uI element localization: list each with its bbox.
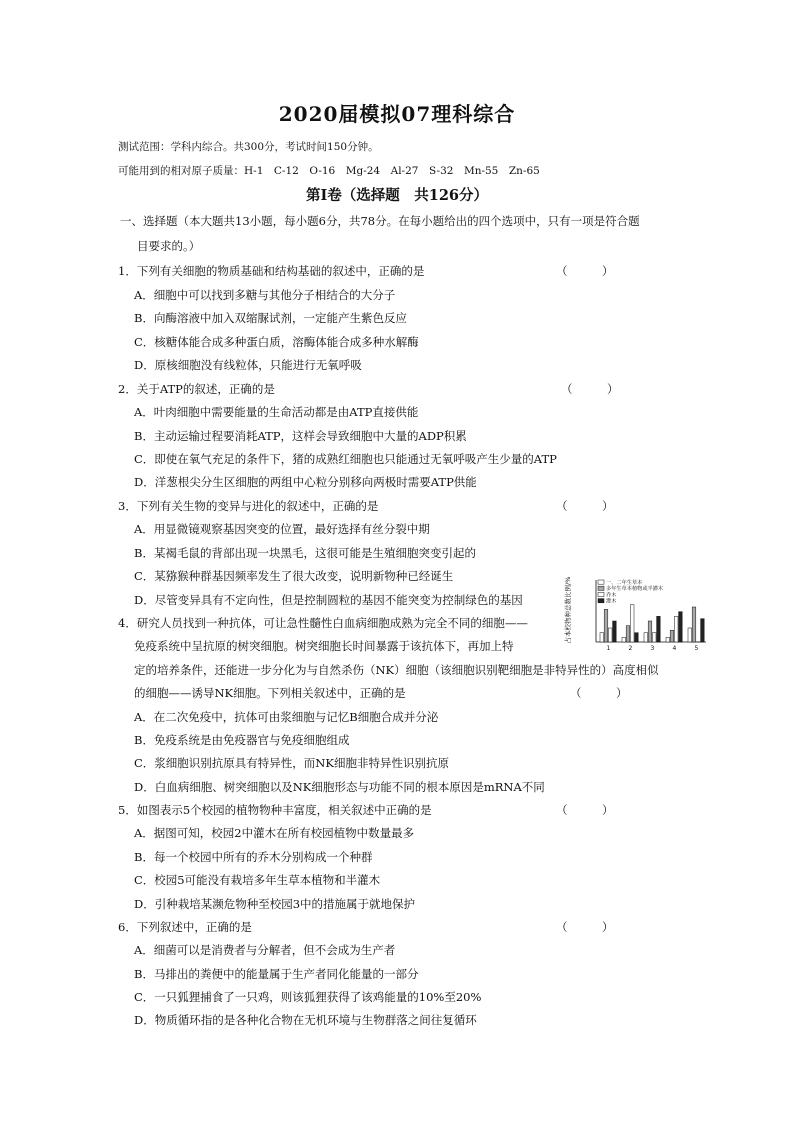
q2-option-b: B．主动运输过程要消耗ATP，这样会导致细胞中大量的ADP积累 xyxy=(134,429,467,443)
bar-2-1 xyxy=(604,609,608,642)
q6-option-a: A．细菌可以是消费者与分解者，但不会成为生产者 xyxy=(134,943,396,957)
x-tick-2: 2 xyxy=(628,645,633,652)
x-tick-4: 4 xyxy=(672,645,677,652)
answer-blank-5[interactable]: （ ） xyxy=(556,803,614,817)
bar-1-1 xyxy=(600,633,604,642)
question-6-stem: 6．下列叙述中，正确的是 xyxy=(118,920,252,934)
q3-option-b: B．某褐毛鼠的背部出现一块黑毛，这很可能是生殖细胞突变引起的 xyxy=(134,546,476,560)
x-tick-5: 5 xyxy=(694,645,699,652)
q6-option-b: B．马排出的粪便中的能量属于生产者同化能量的一部分 xyxy=(134,967,419,981)
bar-3-2 xyxy=(630,605,634,642)
q1-option-d: D．原核细胞没有线粒体，只能进行无氧呼吸 xyxy=(134,358,362,372)
q3-option-c: C．某猕猴种群基因频率发生了很大改变，说明新物种已经诞生 xyxy=(134,569,454,583)
q1-option-a: A．细胞中可以找到多糖与其他分子相结合的大分子 xyxy=(134,288,396,302)
instructions-line2: 目要求的。） xyxy=(137,239,201,253)
legend-label-2: 多年生草本植物或半灌木 xyxy=(606,586,664,593)
bar-1-3 xyxy=(644,633,648,642)
bar-2-2 xyxy=(626,626,630,642)
bar-1-5 xyxy=(688,628,692,642)
bar-2-3 xyxy=(648,621,652,642)
q4-option-b: B．免疫系统是由免疫器官与免疫细胞组成 xyxy=(134,733,350,747)
bar-2-5 xyxy=(692,607,696,642)
legend-swatch-1 xyxy=(598,580,604,584)
bar-3-1 xyxy=(608,628,612,642)
q1-option-b: B．向酶溶液中加入双缩脲试剂，一定能产生紫色反应 xyxy=(134,311,407,325)
bar-1-2 xyxy=(622,637,626,642)
bar-4-1 xyxy=(613,621,617,642)
q4-option-d: D．白血病细胞、树突细胞以及NK细胞形态与功能不同的根本原因是mRNA不同 xyxy=(134,780,545,794)
q3-option-a: A．用显微镜观察基因突变的位置，最好选择有丝分裂中期 xyxy=(134,522,430,536)
answer-blank-3[interactable]: （ ） xyxy=(556,499,614,513)
atomic-masses: 可能用到的相对原子质量：H-1 C-12 O-16 Mg-24 Al-27 S-32 Mn-55 Zn-65 xyxy=(118,165,540,177)
bar-4-3 xyxy=(657,616,661,642)
q2-option-a: A．叶肉细胞中需要能量的生命活动都是由ATP直接供能 xyxy=(134,405,419,419)
question-1-stem: 1．下列有关细胞的物质基础和结构基础的叙述中，正确的是 xyxy=(118,264,425,278)
question-5-stem: 5．如图表示5个校园的植物物种丰富度，相关叙述中正确的是 xyxy=(118,803,432,817)
test-scope: 测试范围：学科内综合。共300分，考试时间150分钟。 xyxy=(118,141,379,153)
q4-option-c: C．浆细胞识别抗原具有特异性，而NK细胞非特异性识别抗原 xyxy=(134,756,449,770)
question-4-stem-line4: 的细胞——诱导NK细胞。下列相关叙述中，正确的是 xyxy=(134,686,406,700)
page-title: 2020届模拟07理科综合 xyxy=(278,102,516,126)
q2-option-d: D．洋葱根尖分生区细胞的两组中心粒分别移向两极时需要ATP供能 xyxy=(134,475,477,489)
q5-option-c: C．校园5可能没有栽培多年生草本植物和半灌木 xyxy=(134,873,381,887)
q2-option-c: C．即使在氧气充足的条件下，猪的成熟红细胞也只能通过无氧呼吸产生少量的ATP xyxy=(134,452,557,466)
question-4-stem-line2: 免疫系统中呈抗原的树突细胞。树突细胞长时间暴露于该抗体下，再加上特 xyxy=(134,639,514,653)
bar-4-5 xyxy=(701,619,705,642)
bar-3-4 xyxy=(674,616,678,642)
x-tick-1: 1 xyxy=(606,645,611,652)
legend-swatch-2 xyxy=(598,586,604,590)
instructions-line1: 一、选择题（本大题共13小题，每小题6分，共78分。在每小题给出的四个选项中，只有一项是符合题 xyxy=(120,214,640,228)
question-2-stem: 2．关于ATP的叙述，正确的是 xyxy=(118,382,275,396)
question-4-stem-line3: 定的培养条件，还能进一步分化为与自然杀伤（NK）细胞（该细胞识别靶细胞是非特异性的）高度相似 xyxy=(134,663,659,677)
question-4-stem-line1: 4．研究人员找到一种抗体，可让急性髓性白血病细胞成熟为完全不同的细胞—— xyxy=(118,616,528,630)
bar-4-4 xyxy=(679,612,683,642)
legend-label-3: 乔木 xyxy=(606,592,617,599)
x-tick-3: 3 xyxy=(650,645,655,652)
question-3-stem: 3．下列有关生物的变异与进化的叙述中，正确的是 xyxy=(118,499,379,513)
q6-option-d: D．物质循环指的是各种化合物在无机环境与生物群落之间往复循环 xyxy=(134,1013,477,1027)
answer-blank-4[interactable]: （ ） xyxy=(570,686,628,700)
section-title: 第Ⅰ卷（选择题 共126分） xyxy=(305,187,489,204)
answer-blank-6[interactable]: （ ） xyxy=(556,920,614,934)
bar-3-3 xyxy=(652,633,656,642)
answer-blank-2[interactable]: （ ） xyxy=(561,382,619,396)
bar-2-4 xyxy=(670,630,674,642)
q3-option-d: D．尽管变异具有不定向性，但是控制圆粒的基因不能突变为控制绿色的基因 xyxy=(134,593,523,607)
answer-blank-1[interactable]: （ ） xyxy=(556,264,614,278)
q4-option-a: A．在二次免疫中，抗体可由浆细胞与记忆B细胞合成并分泌 xyxy=(134,710,439,724)
species-richness-chart xyxy=(562,576,710,654)
q5-option-b: B．每一个校园中所有的乔木分别构成一个种群 xyxy=(134,850,373,864)
legend-swatch-3 xyxy=(598,592,604,596)
q5-option-d: D．引种栽培某濒危物种至校园3中的措施属于就地保护 xyxy=(134,897,416,911)
bar-1-4 xyxy=(666,637,670,642)
q1-option-c: C．核糖体能合成多种蛋白质，溶酶体能合成多种水解酶 xyxy=(134,335,419,349)
legend-label-4: 灌木 xyxy=(606,598,617,605)
q6-option-c: C．一只狐狸捕食了一只鸡，则该狐狸获得了该鸡能量的10%至20% xyxy=(134,990,482,1004)
y-axis-label: 占本校物种总数比例/% xyxy=(564,576,572,644)
legend-swatch-4 xyxy=(598,599,604,603)
q5-option-a: A．据图可知，校园2中灌木在所有校园植物中数量最多 xyxy=(134,826,415,840)
legend-label-1: 一、二年生草本 xyxy=(606,580,643,586)
bar-4-2 xyxy=(635,633,639,642)
